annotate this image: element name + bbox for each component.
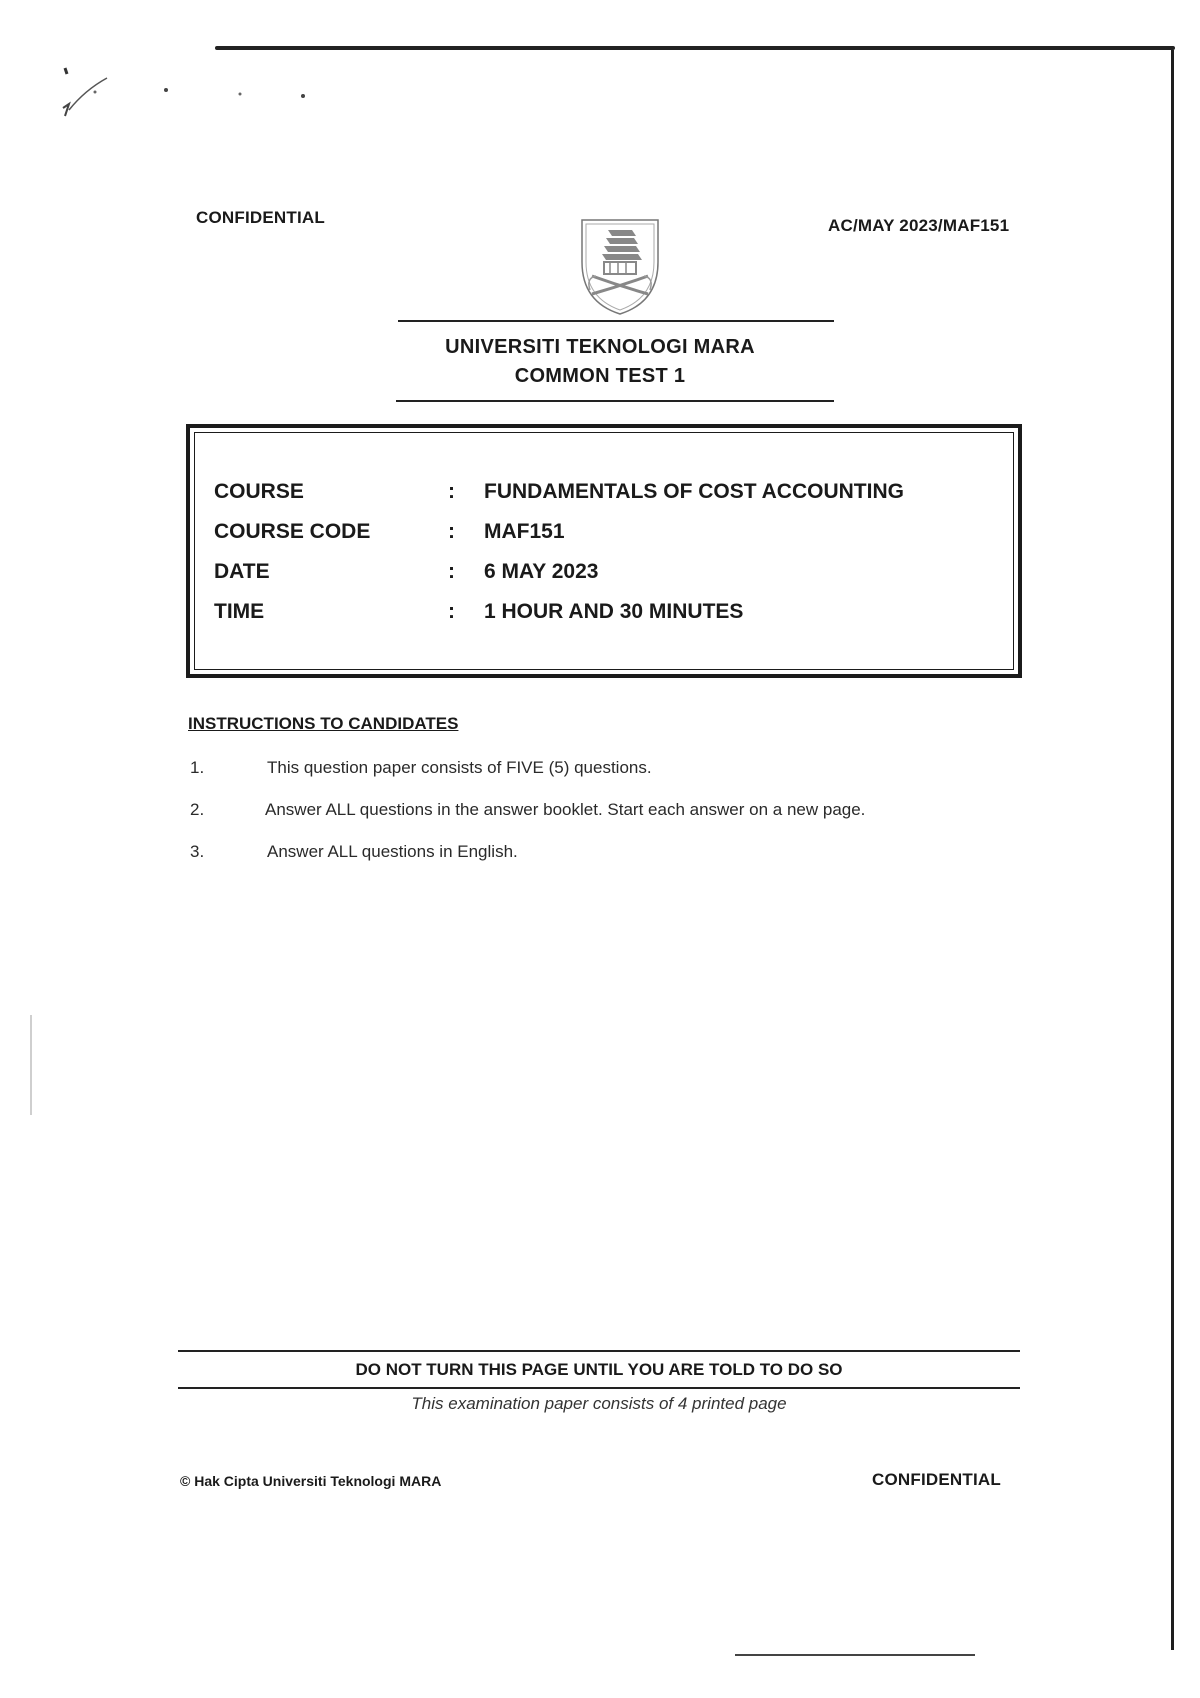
instruction-number: 2.: [190, 800, 205, 819]
date-row: [214, 560, 994, 590]
footer-rule-top: [178, 1350, 1020, 1352]
date-separator: :: [448, 560, 455, 583]
header-rule-top: [398, 320, 834, 322]
instruction-text: This question paper consists of FIVE (5) questions.: [267, 758, 652, 777]
university-crest-icon: [578, 216, 662, 316]
time-separator: :: [448, 600, 455, 623]
instruction-number: 3.: [190, 842, 205, 861]
date-value: 6 MAY 2023: [484, 560, 599, 583]
reference-code: AC/MAY 2023/MAF151: [828, 216, 1010, 235]
scan-edge-bottom: [735, 1654, 975, 1656]
course-code-label: COURSE CODE: [214, 520, 371, 543]
time-row: [214, 600, 994, 630]
instruction-number: 1.: [190, 758, 205, 777]
course-row: [214, 480, 994, 510]
scan-edge-top: [215, 46, 1175, 50]
university-name: UNIVERSITI TEKNOLOGI MARA: [445, 336, 755, 358]
test-name: COMMON TEST 1: [514, 365, 686, 387]
scan-edge-left: [30, 1015, 32, 1115]
course-separator: :: [448, 480, 455, 503]
scan-edge-right: [1171, 50, 1174, 1650]
date-label: DATE: [214, 560, 270, 583]
course-code-separator: :: [448, 520, 455, 543]
course-code-row: [214, 520, 994, 550]
header-rule-bottom: [396, 400, 834, 402]
course-info-box: [186, 424, 1022, 678]
course-label: COURSE: [214, 480, 304, 503]
course-value: FUNDAMENTALS OF COST ACCOUNTING: [484, 480, 904, 503]
confidential-label-top: CONFIDENTIAL: [196, 208, 325, 227]
scan-specks: [55, 60, 315, 130]
confidential-label-bottom: CONFIDENTIAL: [872, 1470, 1001, 1489]
do-not-turn-notice: DO NOT TURN THIS PAGE UNTIL YOU ARE TOLD TO DO SO: [355, 1360, 843, 1379]
instructions-heading: INSTRUCTIONS TO CANDIDATES: [188, 714, 459, 733]
page-count-note: This examination paper consists of 4 printed page: [411, 1394, 787, 1413]
footer-rule-bottom: [178, 1387, 1020, 1389]
instruction-text: Answer ALL questions in the answer booklet. Start each answer on a new page.: [265, 800, 866, 819]
time-value: 1 HOUR AND 30 MINUTES: [484, 600, 744, 623]
instruction-text: Answer ALL questions in English.: [267, 842, 518, 861]
course-code-value: MAF151: [484, 520, 565, 543]
time-label: TIME: [214, 600, 265, 623]
copyright-notice: © Hak Cipta Universiti Teknologi MARA: [180, 1473, 442, 1489]
